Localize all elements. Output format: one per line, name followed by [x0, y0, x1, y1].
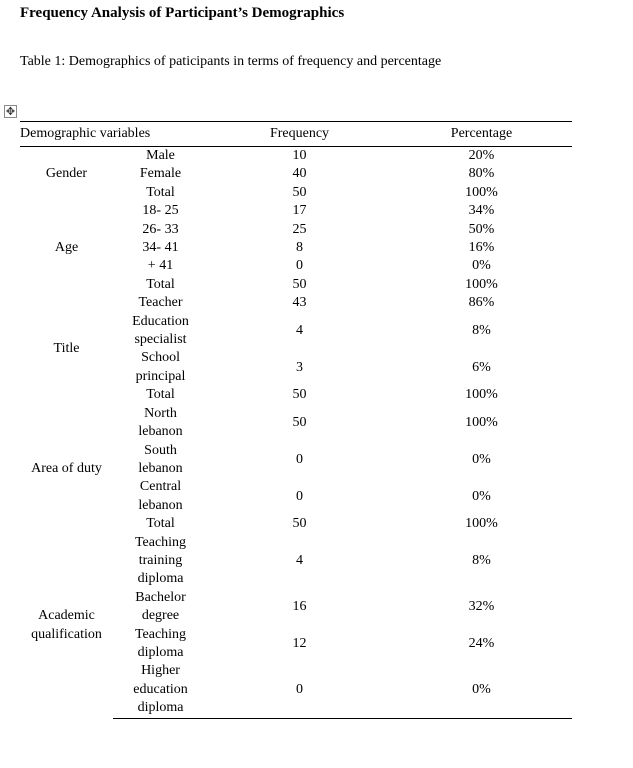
subgroup-cell: [113, 534, 208, 589]
frequency-value: 25: [292, 221, 307, 237]
document-heading: Frequency Analysis of Participant’s Demographics: [20, 5, 345, 21]
subgroup-cell: [113, 221, 208, 239]
subgroup-label-line: + 41: [147, 258, 174, 274]
frequency-value: 12: [292, 635, 307, 651]
table-header-row: [20, 122, 572, 147]
percentage-value: 0%: [391, 662, 572, 718]
subgroup-cell: [113, 202, 208, 220]
table-row: [20, 534, 572, 589]
table-row: [20, 294, 572, 312]
subgroup-cell: [113, 662, 208, 718]
percentage-value: 0%: [472, 258, 491, 274]
frequency-value: 43: [292, 295, 307, 311]
subgroup-label-line: Teaching: [134, 626, 187, 642]
frequency-value: 16: [292, 598, 307, 614]
table-caption: Table 1: Demographics of paticipants in terms of frequency and percentage: [20, 54, 442, 69]
subgroup-label-line: lebanon: [138, 424, 183, 440]
group-label: Title: [53, 341, 80, 357]
subgroup-cell: [113, 442, 208, 479]
table-row: [20, 147, 572, 166]
frequency-value: 17: [292, 203, 307, 219]
group-label: Area of duty: [31, 460, 102, 476]
percentage-value: 100%: [465, 276, 498, 292]
percentage-value: 100%: [465, 414, 498, 430]
subgroup-cell: [113, 294, 208, 312]
subgroup-label-line: 34- 41: [142, 240, 179, 256]
percentage-value: 6%: [472, 359, 491, 375]
table-body: [20, 147, 572, 719]
percentage-value: 16%: [468, 240, 495, 256]
percentage-value: 8%: [472, 552, 491, 568]
percentage-value: 100%: [465, 387, 498, 403]
subgroup-label-line: lebanon: [138, 497, 183, 513]
subgroup-label-line: training: [138, 552, 183, 568]
frequency-value: 40: [292, 166, 307, 182]
subgroup-label-line: diploma: [137, 571, 184, 587]
subgroup-label-line: Total: [146, 276, 175, 292]
subgroup-cell: [113, 626, 208, 663]
subgroup-label-line: principal: [135, 368, 186, 384]
percentage-value: 100%: [465, 184, 498, 200]
subgroup-cell: [113, 405, 208, 442]
subgroup-label-line: Female: [139, 166, 182, 182]
percentage-value: 32%: [468, 598, 495, 614]
group-label: Academic qualification: [31, 608, 102, 642]
subgroup-cell: [113, 257, 208, 275]
subgroup-label-line: Central: [139, 479, 182, 495]
subgroup-label-line: 26- 33: [142, 221, 179, 237]
subgroup-label-line: diploma: [137, 644, 184, 660]
subgroup-cell: [113, 147, 208, 166]
subgroup-label-line: South: [144, 442, 177, 458]
frequency-value: 0: [296, 488, 304, 504]
frequency-value: 0: [208, 662, 391, 718]
percentage-value: 100%: [465, 516, 498, 532]
header-frequency: Frequency: [208, 122, 391, 147]
percentage-value: 8%: [472, 322, 491, 338]
subgroup-label-line: degree: [141, 608, 180, 624]
subgroup-cell: [113, 589, 208, 626]
percentage-value: 24%: [468, 635, 495, 651]
table-row: [20, 202, 572, 220]
subgroup-cell: [113, 349, 208, 386]
subgroup-label-line: 18- 25: [142, 203, 179, 219]
percentage-value: 80%: [468, 166, 495, 182]
subgroup-label-line: North: [144, 405, 177, 421]
subgroup-label-line: Total: [146, 387, 175, 403]
percentage-value: 20%: [468, 148, 495, 163]
frequency-value: 4: [296, 322, 304, 338]
subgroup-label-line: specialist: [134, 332, 187, 348]
percentage-value: 0%: [472, 451, 491, 467]
frequency-value: 50: [292, 414, 307, 430]
subgroup-cell: [113, 165, 208, 183]
subgroup-cell: [113, 515, 208, 533]
frequency-value: 50: [292, 276, 307, 292]
table-move-handle-icon[interactable]: ✥: [5, 105, 16, 118]
header-percentage: Percentage: [391, 122, 572, 147]
demographics-table: [20, 121, 572, 719]
frequency-value: 3: [296, 359, 304, 375]
percentage-value: 0%: [472, 488, 491, 504]
frequency-value: 50: [292, 387, 307, 403]
frequency-value: 0: [296, 258, 304, 274]
subgroup-label-line: lebanon: [138, 460, 183, 476]
percentage-value: 86%: [468, 295, 495, 311]
subgroup-label-line: Teacher: [138, 295, 183, 311]
subgroup-label-line: diploma: [137, 700, 184, 716]
group-label: Gender: [45, 166, 88, 182]
percentage-value: 34%: [468, 203, 495, 219]
subgroup-label-line: School: [141, 350, 180, 366]
subgroup-cell: [113, 239, 208, 257]
header-demographic-variables: Demographic variables: [20, 122, 208, 147]
group-label: Age: [54, 240, 79, 256]
frequency-value: 50: [292, 184, 307, 200]
subgroup-cell: [113, 184, 208, 202]
frequency-value: 50: [292, 516, 307, 532]
table-row: [20, 405, 572, 442]
subgroup-label-line: Education: [132, 313, 189, 329]
frequency-value: 10: [292, 148, 307, 163]
subgroup-cell: [113, 478, 208, 515]
subgroup-label-line: Higher: [141, 663, 180, 679]
frequency-value: 4: [296, 552, 304, 568]
subgroup-label-line: Total: [146, 516, 175, 532]
subgroup-cell: [113, 276, 208, 294]
subgroup-cell: [113, 386, 208, 404]
subgroup-label-line: Male: [146, 148, 175, 163]
subgroup-label-line: Teaching: [134, 534, 187, 550]
subgroup-label-line: Bachelor: [135, 589, 186, 605]
frequency-value: 0: [296, 451, 304, 467]
subgroup-cell: [113, 313, 208, 350]
subgroup-label-line: Total: [146, 184, 175, 200]
percentage-value: 50%: [468, 221, 495, 237]
frequency-value: 8: [296, 240, 304, 256]
subgroup-label-line: education: [133, 681, 188, 697]
